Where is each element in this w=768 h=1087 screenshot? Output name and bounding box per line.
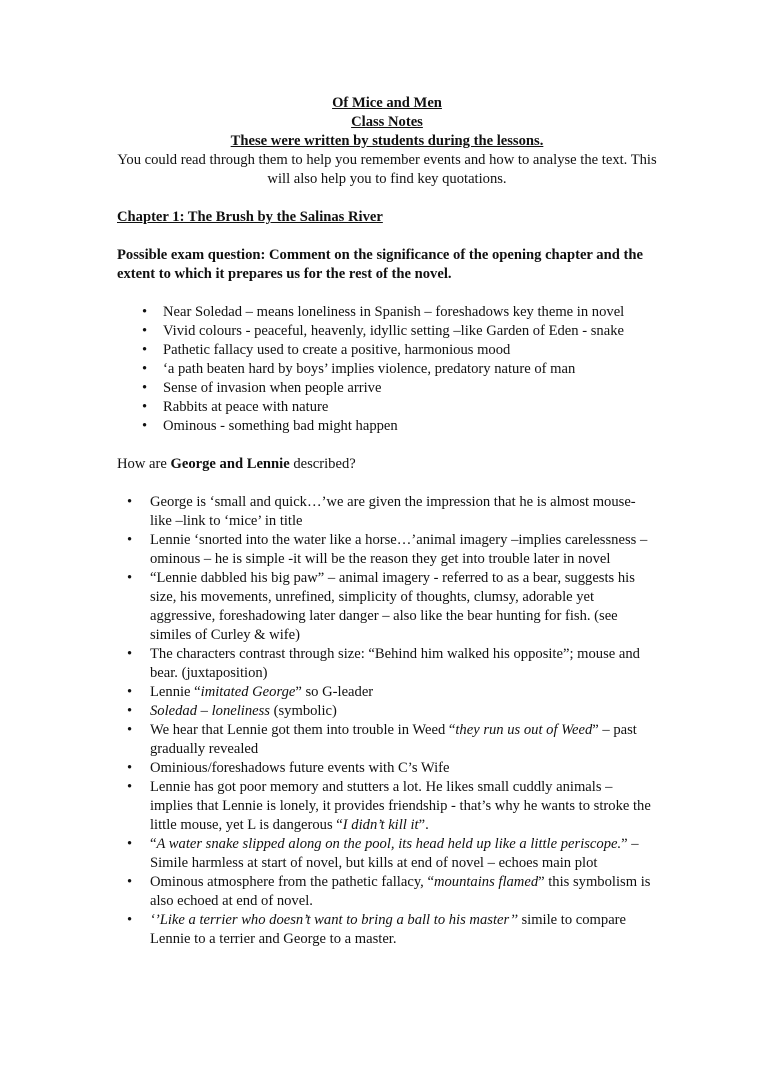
prompt-before: How are <box>117 456 171 472</box>
prompt-after: described? <box>289 456 356 472</box>
document-subtitle: Class Notes <box>351 114 423 130</box>
list-item: • Vivid colours - peaceful, heavenly, idyllic setting –like Garden of Eden - snake <box>117 322 657 341</box>
list-item <box>117 778 657 835</box>
list-item <box>117 873 657 911</box>
list-item: • Sense of invasion when people arrive <box>117 379 657 398</box>
document-page <box>117 94 657 949</box>
list-item <box>117 835 657 873</box>
note-text: Ominous atmosphere from the pathetic fallacy, “ <box>150 874 434 890</box>
list-item: • ‘a path beaten hard by boys’ implies violence, predatory nature of man <box>117 360 657 379</box>
list-item <box>117 759 657 778</box>
note-text: ” this symbolism is also echoed at end of novel. <box>150 874 651 909</box>
list-item: • Pathetic fallacy used to create a positive, harmonious mood <box>117 341 657 360</box>
list-item <box>117 493 657 531</box>
document-title: Of Mice and Men <box>332 95 442 111</box>
chapter-heading: Chapter 1: The Brush by the Salinas River <box>117 209 383 225</box>
quotation-text: Soledad – loneliness <box>150 703 270 719</box>
list-item <box>117 645 657 683</box>
note-text: The characters contrast through size: “Behind him walked his opposite”; mouse and bear. (juxtaposition) <box>150 646 640 681</box>
note-text: We hear that Lennie got them into trouble in Weed “ <box>150 722 456 738</box>
list-item <box>117 683 657 702</box>
quotation-text: A water snake slipped along on the pool, its head held up like a little periscope. <box>156 836 622 852</box>
note-text: (symbolic) <box>269 703 337 719</box>
quotation-text: imitated George <box>200 684 296 700</box>
chapter-points-list <box>117 303 657 436</box>
description-points-list <box>117 493 657 949</box>
note-text: ” – past gradually revealed <box>150 722 637 757</box>
note-text: “Lennie dabbled his big paw” – animal imagery - referred to as a bear, suggests his size, his movements, unrefined, simplicity of thoughts, clumsy, adorable yet aggressive, foreshadowing later danger – also like the bear hunting for fish. (see similes of Curley & wife) <box>150 570 635 643</box>
note-text: ” so G-leader <box>295 684 374 700</box>
document-note: These were written by students during the lessons. <box>230 133 544 149</box>
prompt-bold: George and Lennie <box>170 456 290 472</box>
quotation-text: mountains flamed <box>433 874 539 890</box>
quotation-text: ‘’Like a terrier who doesn’t want to bring a ball to his master’’ <box>150 912 518 928</box>
list-item: • Rabbits at peace with nature <box>117 398 657 417</box>
description-prompt <box>117 455 657 474</box>
note-text: ” – Simile harmless at start of novel, but kills at end of novel – echoes main plot <box>150 836 639 871</box>
exam-question: Possible exam question: Comment on the significance of the opening chapter and the extent to which it prepares us for the rest of the novel. <box>117 247 643 282</box>
list-item: • Near Soledad – means loneliness in Spanish – foreshadows key theme in novel <box>117 303 657 322</box>
note-text: Lennie has got poor memory and stutters a lot. He likes small cuddly animals – implies that Lennie is lonely, it provides friendship - that’s why he wants to stroke the little mouse, yet L is dangerous “ <box>150 779 651 833</box>
note-text: Lennie “ <box>150 684 201 700</box>
note-text: simile to compare Lennie to a terrier and George to a master. <box>150 912 627 947</box>
list-item <box>117 721 657 759</box>
note-text: ”. <box>418 817 429 833</box>
list-item <box>117 911 657 949</box>
list-item <box>117 531 657 569</box>
note-text: Lennie ‘snorted into the water like a horse…’animal imagery –implies carelessness –ominous – he is simple -it will be the reason they get into trouble later in novel <box>150 532 648 567</box>
list-item <box>117 702 657 721</box>
note-text: Ominious/foreshadows future events with C’s Wife <box>150 760 450 776</box>
quotation-text: they run us out of Weed <box>455 722 593 738</box>
list-item: • Ominous - something bad might happen <box>117 417 657 436</box>
intro-paragraph: You could read through them to help you remember events and how to analyse the text. This will also help you to find key quotations. <box>117 152 657 187</box>
note-text: “ <box>150 836 157 852</box>
quotation-text: I didn’t kill it <box>342 817 419 833</box>
list-item <box>117 569 657 645</box>
note-text: George is ‘small and quick…’we are given the impression that he is almost mouse-like –link to ‘mice’ in title <box>150 494 636 529</box>
